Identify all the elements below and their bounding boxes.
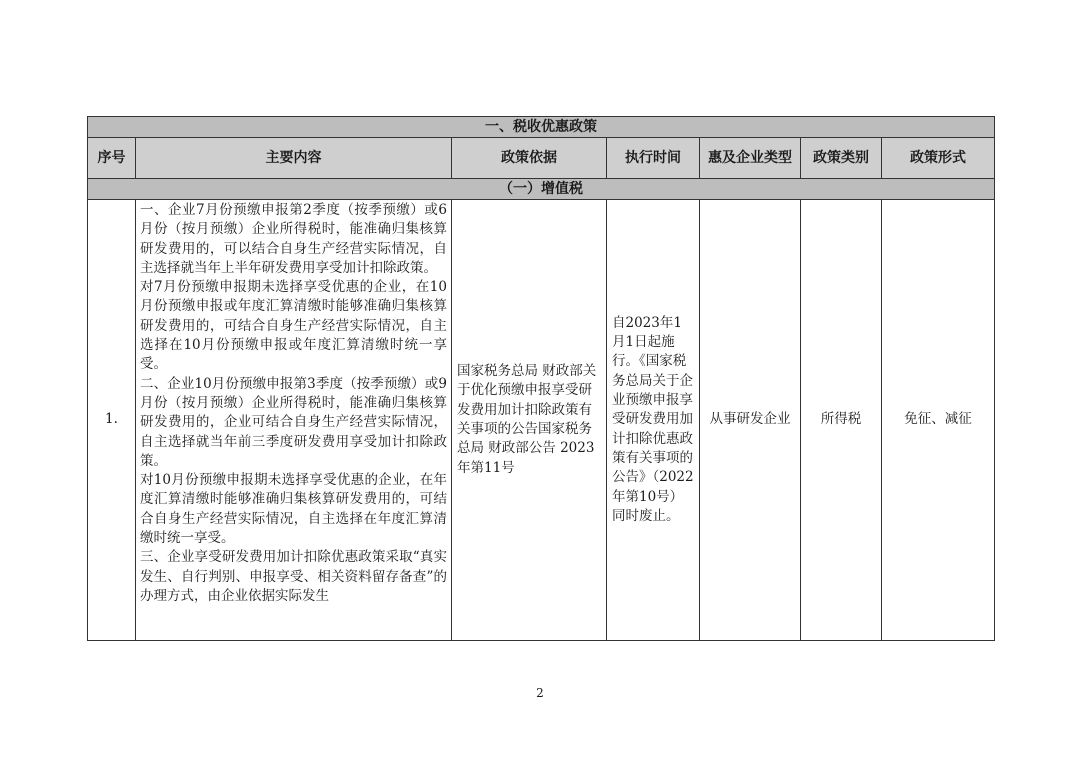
section-title: 一、税收优惠政策 [88, 117, 995, 138]
content-paragraph: 一、企业7月份预缴申报第2季度（按季预缴）或6月份（按月预缴）企业所得税时，能准确归集核算研发费用的，可以结合自身生产经营实际情况，自主选择就当年上半年研发费用享受加计扣除政策。 [140, 202, 447, 276]
row-form: 免征、减征 [882, 200, 995, 641]
table-row [88, 200, 995, 641]
header-content: 主要内容 [136, 138, 452, 179]
subsection-title: （一）增值税 [88, 179, 995, 200]
content-paragraph: 三、企业享受研发费用加计扣除优惠政策采取“真实发生、自行判别、申报享受、相关资料留存备查”的办理方式，由企业依据实际发生 [140, 549, 447, 604]
row-basis: 国家税务总局 财政部关于优化预缴申报享受研发费用加计扣除政策有关事项的公告国家税务总局 财政部公告 2023 年第11号 [452, 200, 607, 641]
header-basis: 政策依据 [452, 138, 607, 179]
header-beneficiary: 惠及企业类型 [700, 138, 801, 179]
header-time: 执行时间 [607, 138, 700, 179]
content-paragraph: 二、企业10月份预缴申报第3季度（按季预缴）或9月份（按月预缴）企业所得税时，能准确归集核算研发费用的，企业可结合自身生产经营实际情况，自主选择就当年前三季度研发费用享受加计扣除政策。 [140, 375, 447, 469]
row-category: 所得税 [801, 200, 882, 641]
row-beneficiary: 从事研发企业 [700, 200, 801, 641]
content-paragraph: 对10月份预缴申报期未选择享受优惠的企业，在年度汇算清缴时能够准确归集核算研发费用的，可结合自身生产经营实际情况，自主选择在年度汇算清缴时统一享受。 [140, 472, 447, 547]
header-seq: 序号 [88, 138, 136, 179]
row-time: 自2023年1月1日起施行。《国家税务总局关于企业预缴申报享受研发费用加计扣除优惠政策有关事项的公告》（2022年第10号）同时废止。 [607, 200, 700, 641]
tax-policy-table [87, 116, 995, 641]
page-number: 2 [536, 686, 544, 700]
row-seq: 1. [88, 200, 136, 641]
row-content [136, 200, 452, 641]
content-paragraph: 对7月份预缴申报期未选择享受优惠的企业，在10月份预缴申报或年度汇算清缴时能够准确归集核算研发费用的，可结合自身生产经营实际情况，自主选择在10月份预缴申报或年度汇算清缴时统一享受。 [140, 279, 447, 373]
header-category: 政策类别 [801, 138, 882, 179]
header-form: 政策形式 [882, 138, 995, 179]
